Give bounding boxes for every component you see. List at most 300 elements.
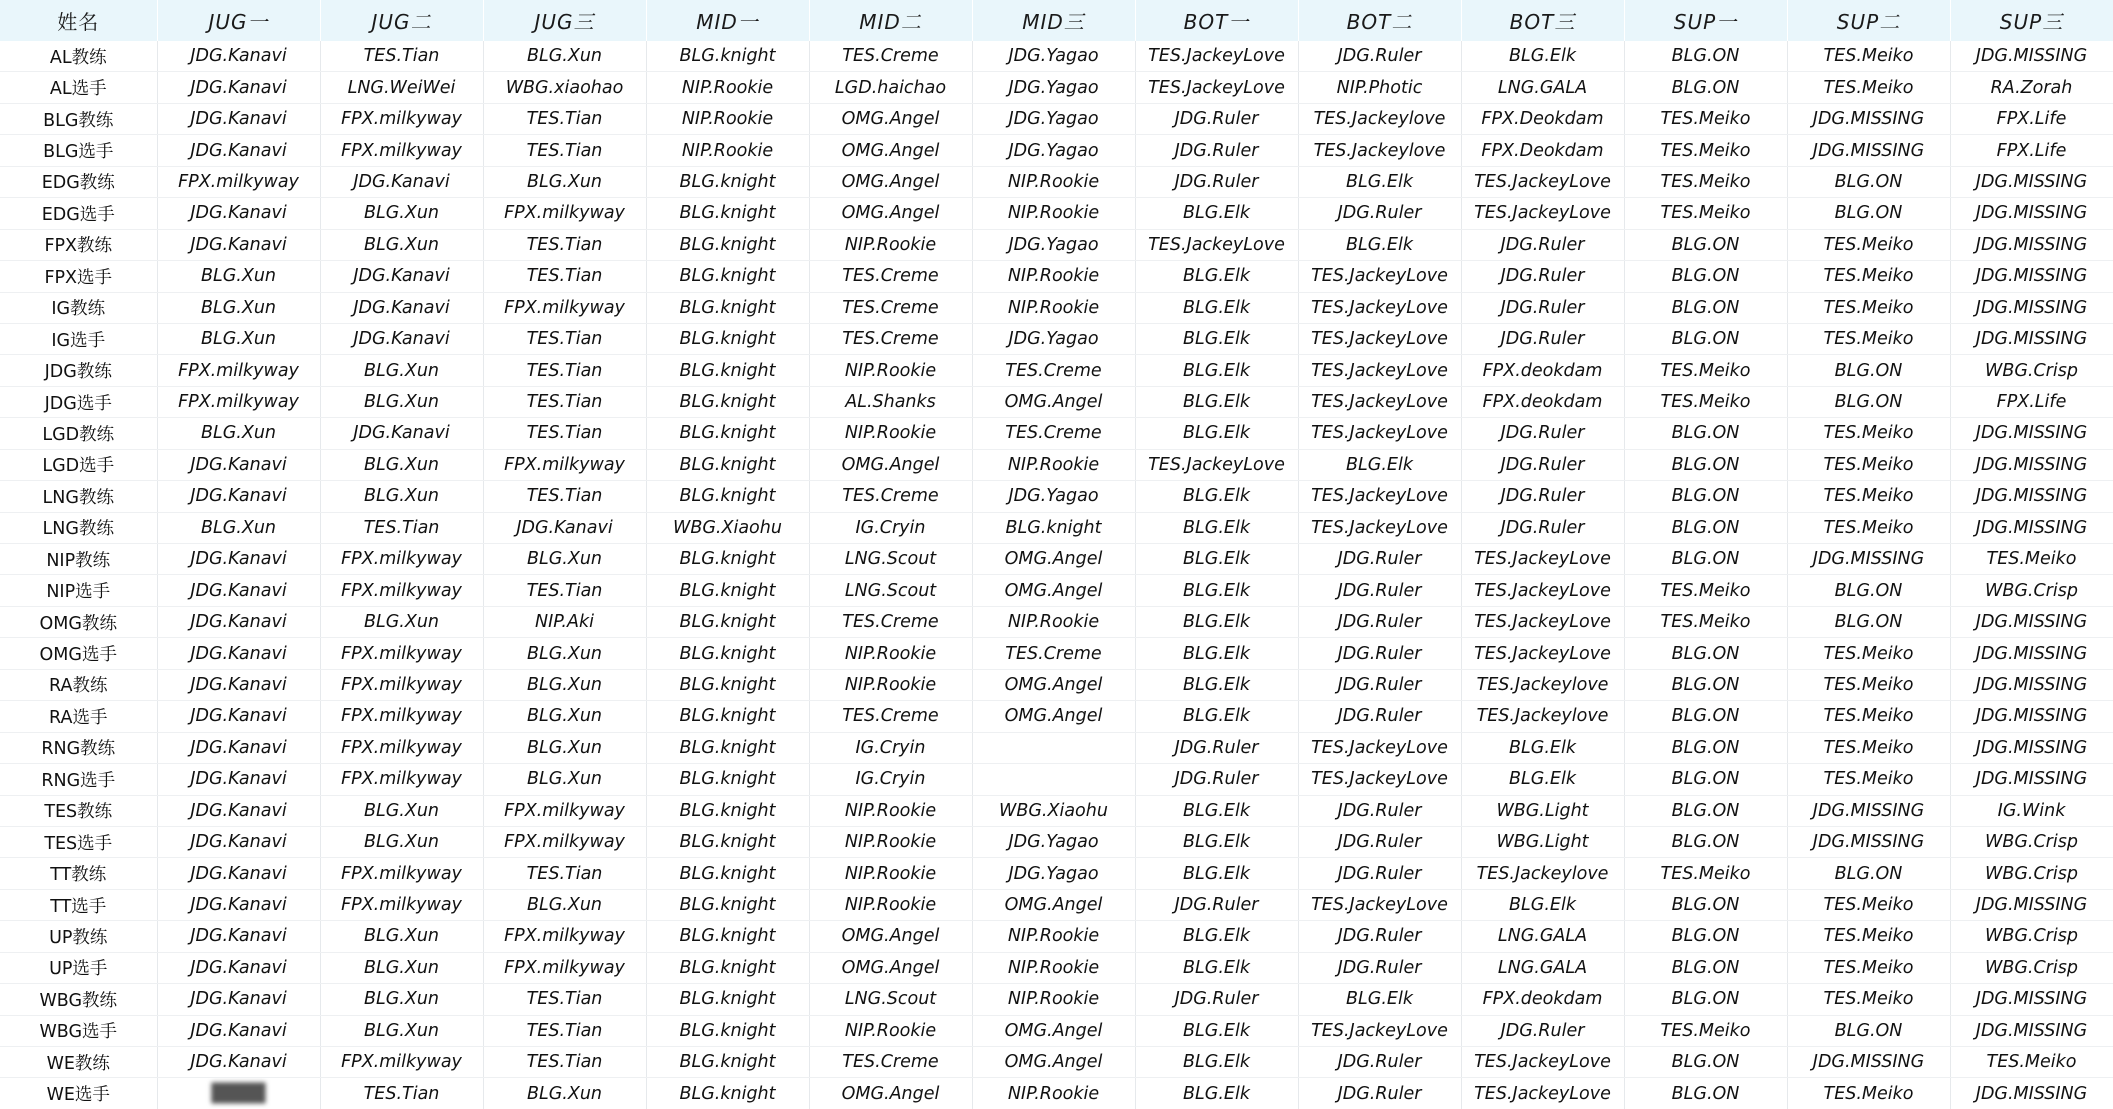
table-row — [0, 418, 2113, 449]
pick-cell: BLG.knight — [646, 638, 809, 669]
row-name-cell: NIP选手 — [0, 575, 157, 606]
pick-cell: BLG.Xun — [320, 1015, 483, 1046]
pick-cell: TES.Tian — [483, 858, 646, 889]
pick-cell: JDG.Ruler — [1298, 41, 1461, 72]
column-header: MID二 — [809, 0, 972, 41]
pick-cell: BLG.ON — [1624, 764, 1787, 795]
pick-cell: FPX.milkyway — [320, 889, 483, 920]
pick-cell: JDG.MISSING — [1950, 1078, 2113, 1109]
column-header: JUG三 — [483, 0, 646, 41]
pick-cell: TES.JackeyLove — [1135, 41, 1298, 72]
table-row — [0, 638, 2113, 669]
pick-cell: BLG.Xun — [157, 418, 320, 449]
pick-cell: BLG.ON — [1624, 826, 1787, 857]
pick-cell: TES.Tian — [483, 229, 646, 260]
column-header: BOT二 — [1298, 0, 1461, 41]
pick-cell: TES.Tian — [483, 355, 646, 386]
pick-cell: JDG.Kanavi — [157, 229, 320, 260]
pick-cell: WBG.xiaohao — [483, 72, 646, 103]
pick-cell: BLG.Xun — [483, 544, 646, 575]
column-header: JUG一 — [157, 0, 320, 41]
table-row — [0, 72, 2113, 103]
pick-cell: BLG.knight — [646, 669, 809, 700]
table-row — [0, 261, 2113, 292]
pick-cell: BLG.knight — [646, 858, 809, 889]
pick-cell: NIP.Rookie — [972, 198, 1135, 229]
pick-cell: JDG.Kanavi — [157, 669, 320, 700]
pick-cell: BLG.ON — [1624, 732, 1787, 763]
pick-cell: FPX.Life — [1950, 135, 2113, 166]
row-name-cell: LNG教练 — [0, 512, 157, 543]
pick-cell: JDG.Kanavi — [157, 921, 320, 952]
column-header-name: 姓名 — [0, 0, 157, 41]
pick-cell: BLG.ON — [1624, 984, 1787, 1015]
pick-cell: TES.Creme — [809, 41, 972, 72]
pick-cell: JDG.Kanavi — [157, 575, 320, 606]
row-name-cell: WBG选手 — [0, 1015, 157, 1046]
pick-cell: BLG.Xun — [157, 261, 320, 292]
pick-cell: FPX.milkyway — [320, 732, 483, 763]
pick-cell: JDG.MISSING — [1950, 512, 2113, 543]
column-header: MID一 — [646, 0, 809, 41]
row-name-cell: LGD选手 — [0, 449, 157, 480]
pick-cell: BLG.Xun — [483, 764, 646, 795]
pick-cell: TES.Meiko — [1787, 921, 1950, 952]
pick-cell: TES.JackeyLove — [1135, 229, 1298, 260]
pick-cell: JDG.MISSING — [1950, 669, 2113, 700]
pick-cell: NIP.Rookie — [809, 638, 972, 669]
pick-cell: JDG.Ruler — [1298, 826, 1461, 857]
row-name-cell: RNG教练 — [0, 732, 157, 763]
pick-cell: JDG.Ruler — [1461, 229, 1624, 260]
pick-cell: TES.JackeyLove — [1298, 292, 1461, 323]
pick-cell: TES.Meiko — [1624, 1015, 1787, 1046]
pick-cell: TES.Creme — [972, 638, 1135, 669]
row-name-cell: JDG选手 — [0, 386, 157, 417]
row-name-cell: OMG教练 — [0, 606, 157, 637]
pick-cell: OMG.Angel — [972, 1047, 1135, 1078]
pick-cell: BLG.knight — [646, 1015, 809, 1046]
table-row — [0, 135, 2113, 166]
pick-cell: BLG.Xun — [483, 166, 646, 197]
pick-cell: BLG.Elk — [1298, 166, 1461, 197]
pick-cell: JDG.Kanavi — [157, 481, 320, 512]
pick-cell: OMG.Angel — [972, 544, 1135, 575]
pick-cell: OMG.Angel — [809, 952, 972, 983]
pick-cell: JDG.Kanavi — [157, 544, 320, 575]
pick-cell: JDG.Ruler — [1461, 449, 1624, 480]
pick-cell: BLG.Xun — [320, 198, 483, 229]
pick-cell: JDG.Ruler — [1135, 732, 1298, 763]
pick-cell: BLG.Elk — [1135, 952, 1298, 983]
pick-cell: LNG.Scout — [809, 575, 972, 606]
table-row — [0, 795, 2113, 826]
pick-cell: TES.Meiko — [1950, 1047, 2113, 1078]
pick-cell: JDG.Yagao — [972, 103, 1135, 134]
pick-cell: IG.Cryin — [809, 512, 972, 543]
pick-cell: TES.Tian — [483, 575, 646, 606]
pick-cell: BLG.Elk — [1298, 229, 1461, 260]
pick-cell: BLG.knight — [646, 921, 809, 952]
pick-cell: BLG.Elk — [1135, 261, 1298, 292]
pick-cell: TES.Tian — [483, 984, 646, 1015]
pick-cell: NIP.Rookie — [972, 984, 1135, 1015]
pick-cell: BLG.Xun — [320, 229, 483, 260]
pick-cell: JDG.Ruler — [1135, 166, 1298, 197]
pick-cell: BLG.knight — [646, 732, 809, 763]
pick-cell: JDG.Ruler — [1298, 795, 1461, 826]
pick-cell: FPX.Deokdam — [1461, 135, 1624, 166]
pick-cell: NIP.Rookie — [809, 229, 972, 260]
pick-cell: TES.Meiko — [1787, 481, 1950, 512]
column-header: JUG二 — [320, 0, 483, 41]
pick-cell: BLG.knight — [646, 544, 809, 575]
pick-cell: FPX.milkyway — [483, 292, 646, 323]
pick-cell: TES.Creme — [809, 481, 972, 512]
pick-cell: LNG.GALA — [1461, 72, 1624, 103]
pick-cell: TES.Tian — [320, 512, 483, 543]
pick-cell: BLG.knight — [646, 355, 809, 386]
pick-cell: JDG.Kanavi — [320, 261, 483, 292]
table-row — [0, 355, 2113, 386]
pick-cell: TES.Meiko — [1787, 732, 1950, 763]
pick-cell: NIP.Rookie — [809, 889, 972, 920]
table-row — [0, 544, 2113, 575]
pick-cell: JDG.Yagao — [972, 135, 1135, 166]
pick-cell: BLG.Xun — [320, 952, 483, 983]
pick-cell: JDG.Ruler — [1298, 575, 1461, 606]
pick-cell: JDG.MISSING — [1950, 1015, 2113, 1046]
pick-cell: JDG.Kanavi — [157, 41, 320, 72]
pick-cell: TES.Tian — [483, 135, 646, 166]
pick-cell: BLG.Elk — [1461, 764, 1624, 795]
pick-cell: JDG.MISSING — [1950, 732, 2113, 763]
pick-cell: JDG.Kanavi — [157, 72, 320, 103]
pick-cell: BLG.knight — [646, 575, 809, 606]
pick-cell: BLG.Xun — [483, 1078, 646, 1109]
table-row — [0, 166, 2113, 197]
pick-cell: JDG.Yagao — [972, 826, 1135, 857]
pick-cell: LNG.WeiWei — [320, 72, 483, 103]
pick-cell: JDG.MISSING — [1950, 764, 2113, 795]
pick-cell: BLG.Xun — [483, 669, 646, 700]
row-name-cell: EDG选手 — [0, 198, 157, 229]
pick-cell: BLG.Elk — [1135, 323, 1298, 354]
pick-cell: JDG.MISSING — [1950, 292, 2113, 323]
pick-cell: WBG.Crisp — [1950, 826, 2113, 857]
pick-cell: OMG.Angel — [809, 1078, 972, 1109]
pick-cell: BLG.Elk — [1135, 512, 1298, 543]
pick-cell: TES.Meiko — [1787, 72, 1950, 103]
pick-cell: JDG.Ruler — [1135, 764, 1298, 795]
pick-cell: JDG.Ruler — [1461, 1015, 1624, 1046]
pick-cell: FPX.milkyway — [320, 544, 483, 575]
table-row — [0, 481, 2113, 512]
row-name-cell: UP教练 — [0, 921, 157, 952]
pick-cell: TES.Tian — [483, 103, 646, 134]
column-header: MID三 — [972, 0, 1135, 41]
pick-cell: BLG.knight — [646, 198, 809, 229]
pick-cell: TES.Jackeylove — [1298, 135, 1461, 166]
pick-cell: FPX.Life — [1950, 103, 2113, 134]
pick-cell: OMG.Angel — [972, 575, 1135, 606]
table-row — [0, 732, 2113, 763]
pick-cell: TES.Meiko — [1624, 355, 1787, 386]
pick-cell: JDG.MISSING — [1950, 261, 2113, 292]
column-header: BOT一 — [1135, 0, 1298, 41]
pick-cell: JDG.Kanavi — [157, 889, 320, 920]
pick-cell: JDG.Kanavi — [320, 166, 483, 197]
pick-cell: BLG.ON — [1787, 386, 1950, 417]
pick-cell: JDG.Kanavi — [483, 512, 646, 543]
pick-cell: TES.Meiko — [1624, 135, 1787, 166]
pick-cell: TES.JackeyLove — [1461, 638, 1624, 669]
pick-cell: TES.Meiko — [1787, 1078, 1950, 1109]
pick-cell: JDG.MISSING — [1950, 418, 2113, 449]
pick-cell: NIP.Rookie — [972, 292, 1135, 323]
pick-cell: FPX.milkyway — [320, 858, 483, 889]
pick-cell: JDG.Kanavi — [320, 418, 483, 449]
row-name-cell: FPX教练 — [0, 229, 157, 260]
pick-cell: JDG.MISSING — [1950, 449, 2113, 480]
table-row — [0, 606, 2113, 637]
pick-cell: JDG.Ruler — [1135, 984, 1298, 1015]
pick-cell: TES.Meiko — [1787, 701, 1950, 732]
pick-cell: BLG.knight — [646, 292, 809, 323]
pick-cell: NIP.Rookie — [809, 858, 972, 889]
pick-cell: JDG.Kanavi — [157, 638, 320, 669]
pick-cell: TES.JackeyLove — [1298, 764, 1461, 795]
pick-cell: BLG.ON — [1787, 575, 1950, 606]
row-name-cell: TT选手 — [0, 889, 157, 920]
pick-cell: BLG.Elk — [1135, 638, 1298, 669]
row-name-cell: AL教练 — [0, 41, 157, 72]
pick-cell: LNG.Scout — [809, 544, 972, 575]
table-row — [0, 512, 2113, 543]
pick-cell: JDG.MISSING — [1950, 166, 2113, 197]
pick-cell: BLG.Elk — [1135, 292, 1298, 323]
pick-cell — [972, 732, 1135, 763]
pick-cell: FPX.deokdam — [1461, 984, 1624, 1015]
pick-cell: OMG.Angel — [809, 198, 972, 229]
pick-cell: BLG.ON — [1624, 292, 1787, 323]
pick-cell: TES.Meiko — [1787, 952, 1950, 983]
pick-cell: TES.JackeyLove — [1298, 481, 1461, 512]
pick-cell: TES.Meiko — [1787, 669, 1950, 700]
pick-cell: JDG.Ruler — [1135, 135, 1298, 166]
pick-cell: WBG.Crisp — [1950, 921, 2113, 952]
pick-cell: NIP.Rookie — [646, 135, 809, 166]
pick-cell: WBG.Crisp — [1950, 952, 2113, 983]
pick-cell: BLG.Elk — [1135, 826, 1298, 857]
pick-cell: BLG.ON — [1624, 72, 1787, 103]
pick-cell: BLG.Xun — [157, 512, 320, 543]
pick-cell: FPX.Life — [1950, 386, 2113, 417]
pick-cell: BLG.ON — [1624, 638, 1787, 669]
pick-cell: BLG.knight — [646, 449, 809, 480]
pick-cell: JDG.Ruler — [1135, 889, 1298, 920]
row-name-cell: LGD教练 — [0, 418, 157, 449]
table-row — [0, 575, 2113, 606]
pick-cell: BLG.ON — [1624, 41, 1787, 72]
pick-cell: TES.JackeyLove — [1461, 544, 1624, 575]
row-name-cell: LNG教练 — [0, 481, 157, 512]
pick-cell: TES.Creme — [972, 418, 1135, 449]
pick-cell: TES.JackeyLove — [1298, 1015, 1461, 1046]
pick-cell: TES.Meiko — [1624, 575, 1787, 606]
pick-cell: NIP.Rookie — [646, 72, 809, 103]
pick-cell: TES.Meiko — [1787, 449, 1950, 480]
pick-cell: BLG.ON — [1787, 198, 1950, 229]
pick-cell: BLG.Xun — [157, 292, 320, 323]
pick-cell: JDG.MISSING — [1787, 135, 1950, 166]
pick-cell: BLG.Elk — [1135, 481, 1298, 512]
pick-cell: OMG.Angel — [972, 1015, 1135, 1046]
pick-cell: TES.Meiko — [1787, 292, 1950, 323]
table-header — [0, 0, 2113, 41]
pick-cell: TES.JackeyLove — [1461, 166, 1624, 197]
pick-cell: BLG.ON — [1624, 544, 1787, 575]
pick-cell: BLG.Xun — [320, 795, 483, 826]
pick-cell: TES.JackeyLove — [1298, 323, 1461, 354]
pick-cell: BLG.Xun — [483, 638, 646, 669]
pick-cell: TES.JackeyLove — [1461, 198, 1624, 229]
pick-cell: BLG.ON — [1624, 512, 1787, 543]
pick-cell: JDG.Ruler — [1298, 198, 1461, 229]
pick-cell: JDG.Kanavi — [320, 292, 483, 323]
header-row — [0, 0, 2113, 41]
pick-cell: FPX.milkyway — [483, 921, 646, 952]
pick-cell: TES.Creme — [809, 323, 972, 354]
pick-cell: NIP.Rookie — [972, 166, 1135, 197]
pick-cell: OMG.Angel — [972, 889, 1135, 920]
table-row — [0, 1078, 2113, 1109]
pick-cell: TES.Meiko — [1787, 984, 1950, 1015]
pick-cell: FPX.deokdam — [1461, 355, 1624, 386]
pick-cell: BLG.ON — [1787, 858, 1950, 889]
pick-cell: WBG.Light — [1461, 795, 1624, 826]
pick-cell: FPX.milkyway — [320, 764, 483, 795]
table-row — [0, 449, 2113, 480]
pick-cell: JDG.MISSING — [1787, 795, 1950, 826]
pick-cell: NIP.Rookie — [809, 795, 972, 826]
pick-cell: JDG.Kanavi — [157, 826, 320, 857]
pick-cell: JDG.MISSING — [1950, 481, 2113, 512]
row-name-cell: TES教练 — [0, 795, 157, 826]
pick-cell: NIP.Aki — [483, 606, 646, 637]
row-name-cell: NIP教练 — [0, 544, 157, 575]
pick-cell: IG.Cryin — [809, 732, 972, 763]
pick-cell: FPX.milkyway — [157, 355, 320, 386]
pick-cell: TES.Tian — [483, 481, 646, 512]
pick-cell: WBG.Xiaohu — [972, 795, 1135, 826]
pick-cell: NIP.Rookie — [972, 1078, 1135, 1109]
pick-cell: NIP.Rookie — [972, 952, 1135, 983]
pick-cell — [972, 764, 1135, 795]
pick-cell: NIP.Rookie — [972, 921, 1135, 952]
row-name-cell: RA教练 — [0, 669, 157, 700]
pick-cell: TES.Meiko — [1787, 418, 1950, 449]
pick-cell: TES.JackeyLove — [1461, 606, 1624, 637]
pick-cell: TES.Jackeylove — [1298, 103, 1461, 134]
pick-cell: BLG.knight — [646, 764, 809, 795]
pick-cell: BLG.ON — [1624, 1047, 1787, 1078]
pick-cell: FPX.milkyway — [483, 449, 646, 480]
pick-cell: BLG.ON — [1624, 795, 1787, 826]
pick-cell: BLG.Elk — [1135, 701, 1298, 732]
pick-cell: TES.JackeyLove — [1135, 72, 1298, 103]
pick-cell: BLG.Elk — [1135, 198, 1298, 229]
pick-cell: BLG.knight — [646, 166, 809, 197]
pick-cell: TES.Meiko — [1624, 858, 1787, 889]
pick-cell: JDG.Kanavi — [157, 103, 320, 134]
pick-cell: BLG.Elk — [1135, 1015, 1298, 1046]
pick-cell: BLG.ON — [1624, 669, 1787, 700]
redacted-text: ████ — [211, 1083, 266, 1104]
pick-cell: JDG.Ruler — [1461, 418, 1624, 449]
pick-cell: JDG.Ruler — [1298, 1047, 1461, 1078]
pick-cell: BLG.Elk — [1461, 41, 1624, 72]
pick-cell: TES.Meiko — [1624, 198, 1787, 229]
pick-cell: OMG.Angel — [972, 701, 1135, 732]
pick-cell: JDG.Ruler — [1298, 701, 1461, 732]
table-row — [0, 984, 2113, 1015]
pick-cell: TES.JackeyLove — [1461, 575, 1624, 606]
pick-cell: TES.Creme — [809, 261, 972, 292]
pick-cell: BLG.ON — [1624, 418, 1787, 449]
pick-cell: BLG.knight — [646, 701, 809, 732]
pick-cell: BLG.Xun — [483, 732, 646, 763]
column-header: BOT三 — [1461, 0, 1624, 41]
pick-cell: JDG.Kanavi — [157, 952, 320, 983]
pick-cell: NIP.Rookie — [809, 826, 972, 857]
pick-cell: BLG.Xun — [483, 701, 646, 732]
pick-cell: BLG.Elk — [1135, 1078, 1298, 1109]
row-name-cell: BLG选手 — [0, 135, 157, 166]
pick-cell: JDG.MISSING — [1950, 41, 2113, 72]
row-name-cell: IG教练 — [0, 292, 157, 323]
pick-cell: NIP.Rookie — [972, 261, 1135, 292]
pick-cell: FPX.deokdam — [1461, 386, 1624, 417]
pick-cell: RA.Zorah — [1950, 72, 2113, 103]
pick-cell: BLG.Elk — [1461, 889, 1624, 920]
row-name-cell: TT教练 — [0, 858, 157, 889]
pick-cell: BLG.knight — [646, 323, 809, 354]
pick-cell: TES.Meiko — [1787, 229, 1950, 260]
pick-cell: BLG.Elk — [1135, 858, 1298, 889]
redacted-cell — [157, 1078, 320, 1109]
pick-cell: JDG.Kanavi — [157, 606, 320, 637]
pick-cell: BLG.Elk — [1135, 544, 1298, 575]
pick-cell: BLG.Elk — [1135, 355, 1298, 386]
pick-cell: FPX.milkyway — [157, 386, 320, 417]
column-header: SUP一 — [1624, 0, 1787, 41]
pick-cell: JDG.Yagao — [972, 323, 1135, 354]
pick-cell: JDG.Ruler — [1298, 921, 1461, 952]
pick-cell: TES.JackeyLove — [1135, 449, 1298, 480]
pick-cell: JDG.Ruler — [1298, 544, 1461, 575]
pick-cell: IG.Cryin — [809, 764, 972, 795]
pick-cell: BLG.knight — [646, 41, 809, 72]
pick-cell: JDG.Ruler — [1298, 669, 1461, 700]
pick-cell: JDG.MISSING — [1787, 826, 1950, 857]
pick-cell: TES.Creme — [809, 701, 972, 732]
pick-cell: OMG.Angel — [972, 669, 1135, 700]
pick-cell: BLG.Xun — [157, 323, 320, 354]
pick-cell: JDG.Yagao — [972, 41, 1135, 72]
column-header: SUP三 — [1950, 0, 2113, 41]
pick-cell: WBG.Xiaohu — [646, 512, 809, 543]
